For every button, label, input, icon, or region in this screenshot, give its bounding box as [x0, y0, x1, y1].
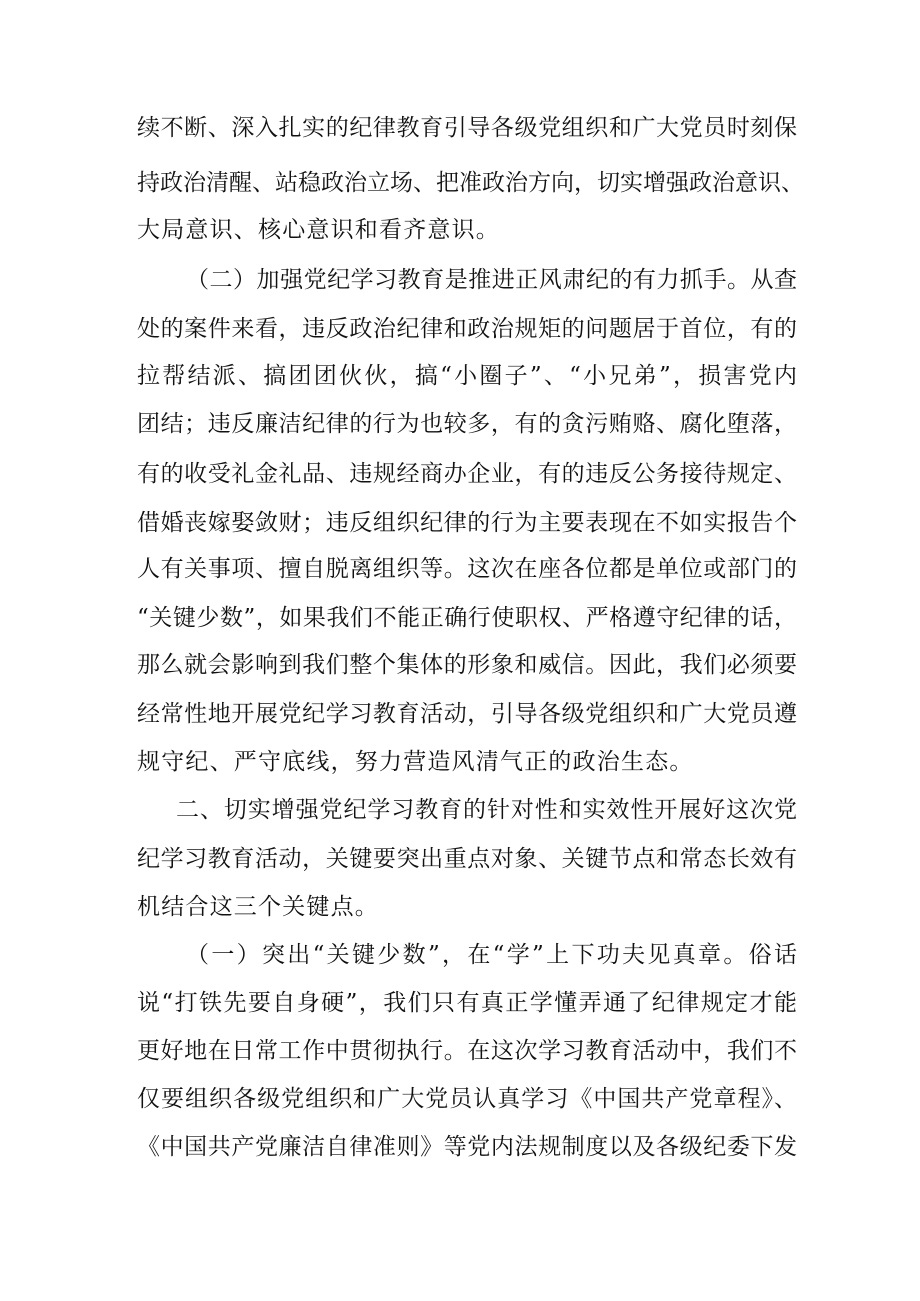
text-line: 机结合这三个关键点。 [137, 894, 379, 920]
text-line: 拉帮结派、搞团团伙伙，搞“小圈子”、“小兄弟”，损害党内 [137, 363, 797, 389]
text-line: 那么就会影响到我们整个集体的形象和威信。因此，我们必须要 [137, 652, 797, 678]
text-line: 大局意识、核心意识和看齐意识。 [137, 217, 500, 243]
text-line: 团结；违反廉洁纪律的行为也较多，有的贪污贿赂、腐化堕落， [137, 411, 797, 437]
text-line: 仅要组织各级党组织和广大党员认真学习《中国共产党章程》、 [137, 1086, 797, 1112]
section-heading-line: 二、切实增强党纪学习教育的针对性和实效性开展好这次党 [176, 797, 797, 823]
text-line: 更好地在日常工作中贯彻执行。在这次学习教育活动中，我们不 [137, 1038, 797, 1064]
text-line: 人有关事项、擅自脱离组织等。这次在座各位都是单位或部门的 [137, 556, 797, 582]
text-line: 有的收受礼金礼品、违规经商办企业，有的违反公务接待规定、 [137, 461, 797, 487]
text-line: 规守纪、严守底线，努力营造风清气正的政治生态。 [137, 749, 694, 775]
text-line: “关键少数”，如果我们不能正确行使职权、严格遵守纪律的话， [137, 605, 797, 631]
text-line: 借婚丧嫁娶敛财；违反组织纪律的行为主要表现在不如实报告个 [137, 510, 797, 536]
text-line: 《中国共产党廉洁自律准则》等党内法规制度以及各级纪委下发 [137, 1134, 797, 1160]
text-line: 处的案件来看，违反政治纪律和政治规矩的问题居于首位，有的 [137, 316, 797, 342]
text-line: 经常性地开展党纪学习教育活动，引导各级党组织和广大党员遵 [137, 701, 797, 727]
text-line: 续不断、深入扎实的纪律教育引导各级党组织和广大党员时刻保 [137, 115, 797, 141]
paragraph-start-line: （一）突出“关键少数”，在“学”上下功夫见真章。俗话 [186, 942, 797, 968]
paragraph-start-line: （二）加强党纪学习教育是推进正风肃纪的有力抓手。从查 [186, 267, 797, 293]
text-line: 纪学习教育活动，关键要突出重点对象、关键节点和常态长效有 [137, 846, 797, 872]
text-line: 持政治清醒、站稳政治立场、把准政治方向，切实增强政治意识、 [137, 170, 804, 196]
text-line: 说“打铁先要自身硬”，我们只有真正学懂弄通了纪律规定才能 [137, 990, 797, 1016]
